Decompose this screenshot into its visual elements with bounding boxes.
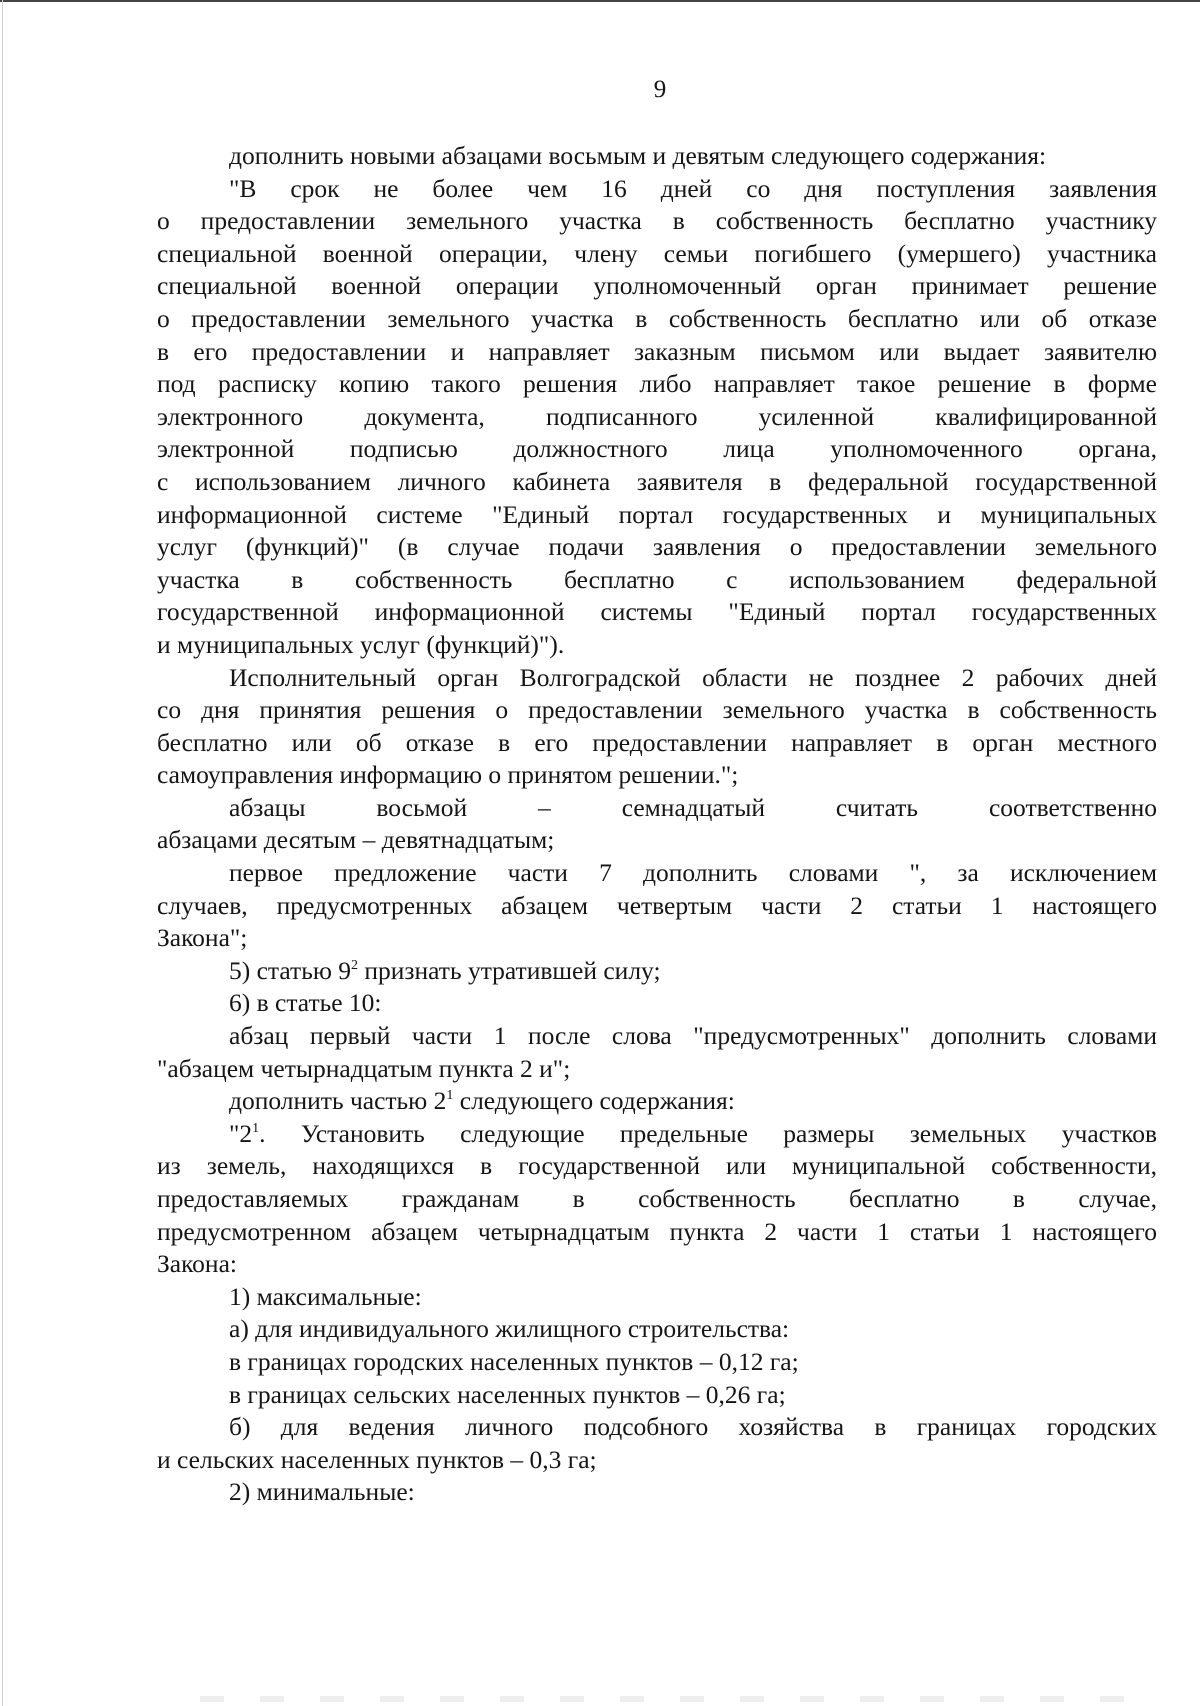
text-line: б) для ведения личного подсобного хозяйства в границах городских: [229, 1412, 1157, 1442]
text-line: участка в собственность бесплатно с использованием федеральной: [157, 564, 1157, 594]
text-line: [157, 1085, 1157, 1118]
text-line: а) для индивидуального жилищного строительства:: [229, 1314, 790, 1344]
text-line: Исполнительный орган Волгоградской области не позднее 2 рабочих дней: [229, 662, 1157, 692]
text-line: со дня принятия решения о предоставлении земельного участка в собственность: [157, 695, 1157, 725]
text-line: о предоставлении земельного участка в собственность бесплатно или об отказе: [157, 303, 1157, 333]
text-line: [157, 955, 1157, 988]
text-line: государственной информационной системы "Единый портал государственных: [157, 597, 1157, 627]
scan-left-edge: [2, 0, 3, 1706]
text-line: бесплатно или об отказе в его предоставлении направляет в орган местного: [157, 727, 1157, 757]
text-line: с использованием личного кабинета заявителя в федеральной государственной: [157, 466, 1157, 496]
text-line: специальной военной операции, члену семьи погибшего (умершего) участника: [157, 238, 1157, 268]
text-line: Закона";: [157, 923, 248, 953]
text-line: случаев, предусмотренных абзацем четвертым части 2 статьи 1 настоящего: [157, 890, 1157, 920]
text-line: о предоставлении земельного участка в собственность бесплатно участнику: [157, 206, 1157, 236]
text-line: в границах сельских населенных пунктов – 0,26 га;: [229, 1379, 786, 1409]
text-line: "В срок не более чем 16 дней со дня поступления заявления: [229, 173, 1157, 203]
superscript: 1: [446, 1088, 454, 1104]
text-line: электронного документа, подписанного усиленной квалифицированной: [157, 401, 1157, 431]
text-segment: следующего содержания:: [453, 1086, 735, 1116]
text-line: услуг (функций)" (в случае подачи заявления о предоставлении земельного: [157, 532, 1157, 562]
text-line: и муниципальных услуг (функций)").: [157, 629, 565, 659]
text-line: 2) минимальные:: [229, 1477, 415, 1507]
scan-bottom-artifact: [200, 1696, 1160, 1702]
superscript: 2: [351, 957, 358, 973]
text-line: Закона:: [157, 1249, 237, 1279]
text-segment: . Установить следующие предельные размеры земельных участков: [259, 1118, 1157, 1148]
text-line: самоуправления информацию о принятом решении.";: [157, 760, 739, 790]
text-line: дополнить новыми абзацами восьмым и девятым следующего содержания:: [229, 141, 1047, 170]
text-line: 6) в статье 10:: [229, 988, 382, 1018]
text-line: "абзацем четырнадцатым пункта 2 и";: [157, 1053, 571, 1083]
text-line: в его предоставлении и направляет заказным письмом или выдает заявителю: [157, 336, 1157, 366]
text-segment: 5) статью 9: [229, 955, 351, 985]
page-number: 9: [653, 76, 667, 103]
text-segment: дополнить частью 2: [229, 1086, 447, 1116]
superscript: 1: [252, 1120, 260, 1136]
text-line: 1) максимальные:: [229, 1281, 422, 1311]
text-segment: "2: [229, 1118, 253, 1148]
scan-top-border: [0, 0, 1200, 2]
text-line: абзацами десятым – девятнадцатым;: [157, 825, 555, 855]
text-line: предоставляемых гражданам в собственность бесплатно в случае,: [157, 1184, 1157, 1213]
text-line: [157, 1118, 1157, 1151]
text-line: специальной военной операции уполномоченный орган принимает решение: [157, 271, 1157, 301]
text-line: электронной подписью должностного лица уполномоченного органа,: [157, 434, 1157, 464]
text-line: абзацы восьмой – семнадцатый считать соответственно: [229, 792, 1157, 822]
text-line: в границах городских населенных пунктов – 0,12 га;: [229, 1346, 799, 1376]
document-body: [157, 140, 1157, 1509]
text-segment: признать утратившей силу;: [358, 955, 661, 985]
text-line: первое предложение части 7 дополнить словами ", за исключением: [229, 858, 1157, 888]
text-line: предусмотренном абзацем четырнадцатым пункта 2 части 1 статьи 1 настоящего: [157, 1216, 1157, 1246]
text-line: и сельских населенных пунктов – 0,3 га;: [157, 1444, 597, 1474]
text-line: из земель, находящихся в государственной или муниципальной собственности,: [157, 1151, 1157, 1181]
text-line: под расписку копию такого решения либо направляет такое решение в форме: [157, 369, 1157, 399]
text-line: абзац первый части 1 после слова "предусмотренных" дополнить словами: [229, 1021, 1157, 1051]
text-line: информационной системе "Единый портал государственных и муниципальных: [157, 499, 1157, 529]
